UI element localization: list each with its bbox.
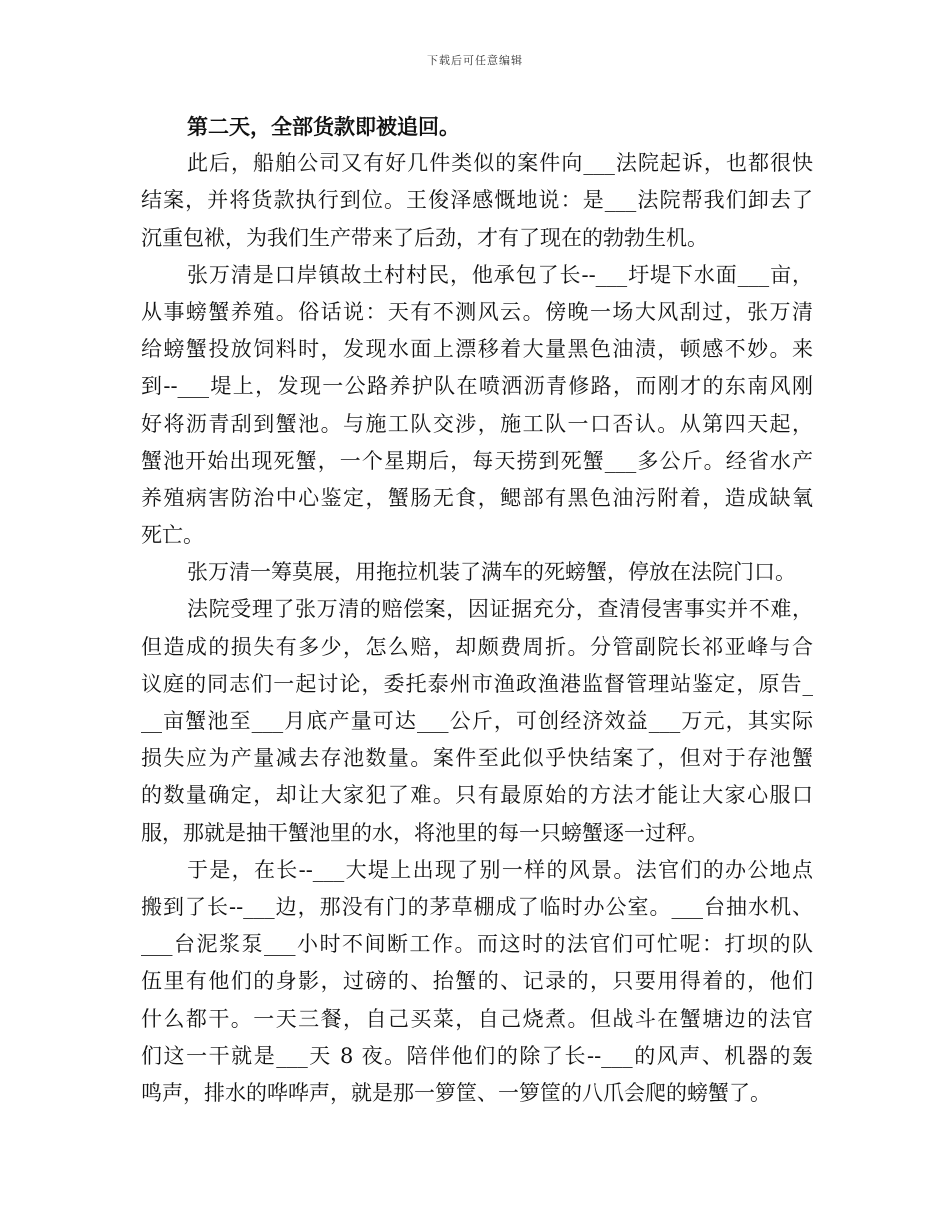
- text-line: 结案，并将货款执行到位。王俊泽感慨地说：是___法院帮我们卸去了: [141, 188, 813, 213]
- text-line: 死亡。: [141, 523, 204, 548]
- text-line: 法院受理了张万清的赔偿案，因证据充分，查清侵害事实并不难，: [187, 597, 813, 622]
- text-line: 蟹池开始出现死蟹，一个星期后，每天捞到死蟹___多公斤。经省水产: [141, 448, 813, 473]
- text-line: 张万清是口岸镇故土村村民，他承包了长--___圩堤下水面___亩，: [187, 262, 813, 287]
- text-line: 但造成的损失有多少，怎么赔，却颇费周折。分管副院长祁亚峰与合: [141, 634, 813, 659]
- text-line: 此后，船舶公司又有好几件类似的案件向___法院起诉，也都很快: [187, 151, 813, 176]
- text-line: 鸣声，排水的哗哗声，就是那一箩筐、一箩筐的八爪会爬的螃蟹了。: [141, 1080, 771, 1105]
- text-line: 议庭的同志们一起讨论，委托泰州市渔政渔港监督管理站鉴定，原告_: [141, 671, 813, 696]
- text-line: 沉重包袱，为我们生产带来了后劲，才有了现在的勃勃生机。: [141, 225, 708, 250]
- text-line: 第二天，全部货款即被追回。: [187, 114, 460, 139]
- text-line: 搬到了长--___边，那没有门的茅草棚成了临时办公室。___台抽水机、: [141, 894, 813, 919]
- document-body: [141, 108, 813, 1112]
- text-line: 到--___堤上，发现一公路养护队在喷洒沥青修路，而刚才的东南风刚: [141, 374, 813, 399]
- text-line: 损失应为产量减去存池数量。案件至此似乎快结案了，但对于存池蟹: [141, 746, 813, 771]
- text-line: 伍里有他们的身影，过磅的、抬蟹的、记录的，只要用得着的，他们: [141, 969, 813, 994]
- page-header: 下载后可任意编辑: [427, 54, 523, 67]
- text-line: 们这一干就是___天 8 夜。陪伴他们的除了长--___的风声、机器的轰: [141, 1043, 813, 1068]
- text-line: 张万清一筹莫展，用拖拉机装了满车的死螃蟹，停放在法院门口。: [187, 560, 796, 585]
- text-line: ___台泥浆泵___小时不间断工作。而这时的法官们可忙呢：打坝的队: [141, 932, 813, 957]
- text-line: 好将沥青刮到蟹池。与施工队交涉，施工队一口否认。从第四天起，: [141, 411, 813, 436]
- text-line: 服，那就是抽干蟹池里的水，将池里的每一只螃蟹逐一过秤。: [141, 820, 708, 845]
- text-line: 什么都干。一天三餐，自己买菜，自己烧煮。但战斗在蟹塘边的法官: [141, 1006, 813, 1031]
- text-line: 于是，在长--___大堤上出现了别一样的风景。法官们的办公地点: [187, 857, 813, 882]
- text-line: __亩蟹池至___月底产量可达___公斤，可创经济效益___万元，其实际: [141, 709, 813, 733]
- text-line: 从事螃蟹养殖。俗话说：天有不测风云。傍晚一场大风刮过，张万清: [141, 299, 813, 324]
- text-line: 养殖病害防治中心鉴定，蟹肠无食，鳃部有黑色油污附着，造成缺氧: [141, 485, 813, 510]
- text-line: 的数量确定，却让大家犯了难。只有最原始的方法才能让大家心服口: [141, 783, 813, 808]
- text-line: 给螃蟹投放饲料时，发现水面上漂移着大量黑色油渍，顿感不妙。来: [141, 337, 813, 362]
